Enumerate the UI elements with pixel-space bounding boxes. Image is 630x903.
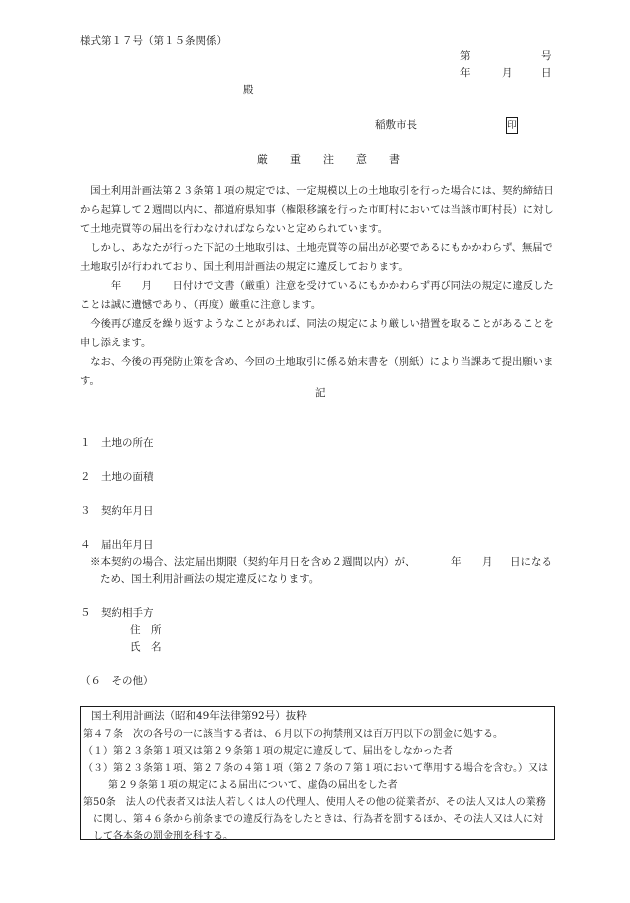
body-text xyxy=(80,182,558,391)
document-number-suffix: 号 xyxy=(541,50,552,62)
item-4-note-month: 月 xyxy=(482,556,493,568)
law-excerpt-heading: 国土利用計画法（昭和49年法律第92号）抜粋 xyxy=(91,710,307,722)
law-excerpt-text xyxy=(83,726,551,845)
addressee-suffix: 殿 xyxy=(243,84,254,96)
item-1-location: １ 土地の所在 xyxy=(80,437,154,449)
article-47-item-1: （１）第２３条第１項又は第２９条第１項の規定に違反して、届出をしなかった者 xyxy=(83,746,453,757)
document-number-prefix: 第 xyxy=(460,50,471,62)
item-4-note-year: 年 xyxy=(451,556,462,568)
item-6-other: （６ その他） xyxy=(80,675,154,687)
article-47: 第４７条 次の各号の一に該当する者は、６月以下の拘禁刑又は百万円以下の罰金に処する。 xyxy=(83,729,503,740)
sender-name: 稲敷市長 xyxy=(375,119,417,131)
article-47-item-3: （３）第２３条第１項、第２７条の４第１項（第２７条の７第１項において準用する場合を含む。）又は第２９条第１項の規定による届出について、虚偽の届出をした者 xyxy=(83,763,548,791)
item-5-name-label: 氏 名 xyxy=(130,641,162,653)
article-50: 第50条 法人の代表者又は法人若しくは人の代理人、使用人その他の従業者が、その法人又は人の業務に関し、第４６条から前条までの違反行為をしたときは、行為者を罰するほか、その法人又は人に対して各本条の罰金刑を科する。 xyxy=(83,797,546,842)
item-4-note-day: 日になる xyxy=(510,556,552,568)
law-excerpt-box xyxy=(80,706,555,840)
item-4-note-line-1: ※本契約の場合、法定届出期限（契約年月日を含め２週間以内）が、 xyxy=(90,556,416,568)
body-paragraph-2: しかし、あなたが行った下記の土地取引は、土地売買等の届出が必要であるにもかかわらず、無届で土地取引が行われており、国土利用計画法の規定に違反しております。 xyxy=(80,242,553,273)
date-day: 日 xyxy=(541,67,552,79)
body-paragraph-5: なお、今後の再発防止策を含め、今回の土地取引に係る始末書を（別紙）により当課あて提出願います。 xyxy=(80,356,554,387)
form-number: 様式第１７号（第１５条関係） xyxy=(80,35,227,47)
date-year: 年 xyxy=(460,67,471,79)
item-4-notification-date: ４ 届出年月日 xyxy=(80,539,154,551)
item-4-note-line-2: ため、国土利用計画法の規定違反になります。 xyxy=(100,573,320,585)
document-title: 厳 重 注 意 書 xyxy=(257,153,400,166)
seal-mark: 印 xyxy=(506,117,518,134)
body-paragraph-4: 今後再び違反を繰り返すようなことがあれば、同法の規定により厳しい措置を取ることがあることを申し添えます。 xyxy=(80,318,554,349)
body-paragraph-1: 国土利用計画法第２３条第１項の規定では、一定規模以上の土地取引を行った場合には、契約締結日から起算して２週間以内に、都道府県知事（権限移譲を行った市町村においては当該市町村長）に対して土地売買等の届出を行わなければならないと定められています。 xyxy=(80,185,554,235)
item-5-counterparty: ５ 契約相手方 xyxy=(80,607,154,619)
item-3-contract-date: ３ 契約年月日 xyxy=(80,505,154,517)
item-2-area: ２ 土地の面積 xyxy=(80,471,154,483)
item-5-address-label: 住 所 xyxy=(130,624,162,636)
date-month: 月 xyxy=(502,67,513,79)
body-paragraph-3: 年 月 日付けで文書（厳重）注意を受けているにもかかわらず再び同法の規定に違反したことは誠に遺憾であり、（再度）厳重に注意します。 xyxy=(80,280,554,311)
ki-heading: 記 xyxy=(315,387,326,399)
